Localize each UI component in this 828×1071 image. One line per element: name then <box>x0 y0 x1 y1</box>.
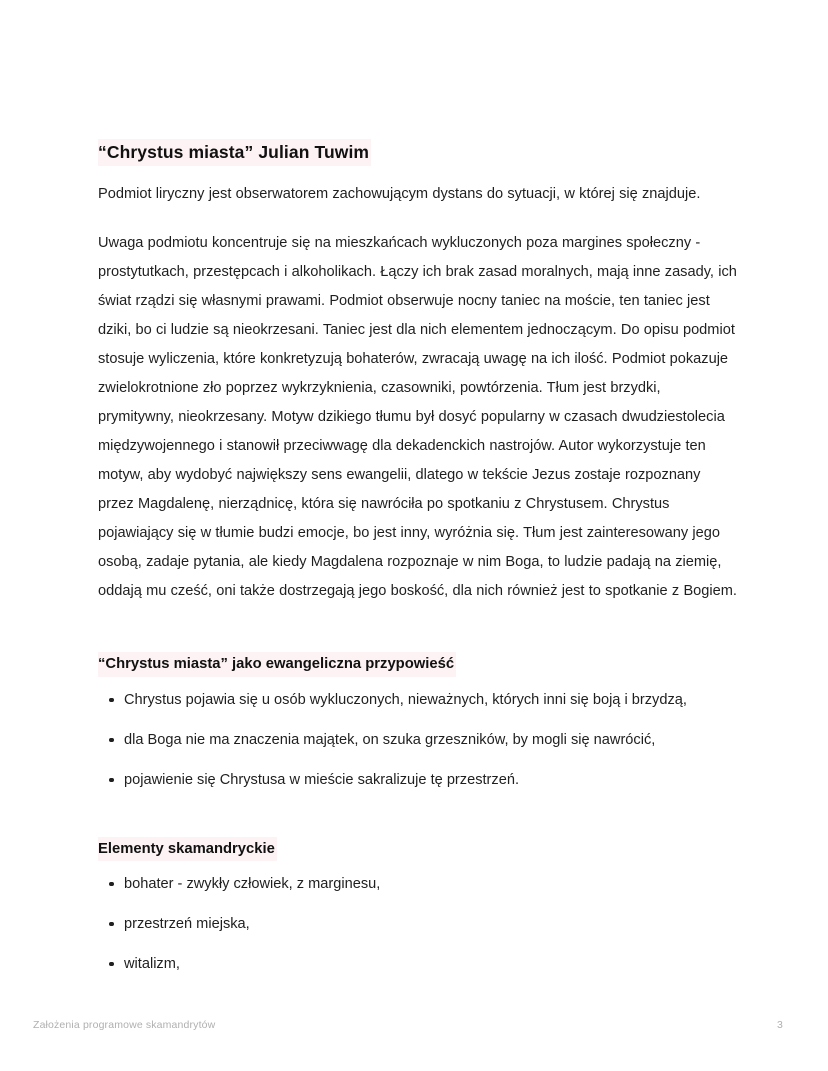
section-parable <box>98 652 740 792</box>
footer-page-number: 3 <box>777 1019 783 1031</box>
list-item-text: dla Boga nie ma znaczenia majątek, on szuka grzeszników, by mogli się nawrócić, <box>124 731 656 748</box>
list-item <box>98 767 740 793</box>
list-item <box>98 727 740 753</box>
section-parable-list <box>98 687 740 793</box>
main-paragraph: Uwaga podmiotu koncentruje się na mieszkańcach wykluczonych poza margines społeczny - prostytutkach, przestępcach i alkoholikach. Łączy ich brak zasad moralnych, mają inne zasady, ich świat rządzi się własnymi prawami. Podmiot obserwuje nocny taniec na moście, ten taniec jest dziki, bo ci ludzie są nieokrzesani. Taniec jest dla nich elementem jednoczącym. Do opisu podmiot stosuje wyliczenia, które konkretyzują bohaterów, zwracają uwagę na ich ilość. Podmiot pokazuje zwielokrotnione zło poprzez wykrzyknienia, czasowniki, powtórzenia. Tłum jest brzydki, prymitywny, nieokrzesany. Motyw dzikiego tłumu był dosyć popularny w czasach dwudziestolecia międzywojennego i stanowił przeciwwagę dla dekadenckich nastrojów. Autor wykorzystuje ten motyw, aby wydobyć największy sens ewangelii, dlatego w tekście Jezus zostaje rozpoznany przez Magdalenę, nierządnicę, która się nawróciła po spotkaniu z Chrystusem. Chrystus pojawiający się w tłumie budzi emocje, bo jest inny, wyróżnia się. Tłum jest zainteresowany jego osobą, zadaje pytania, ale kiedy Magdalena rozpoznaje w nim Boga, to ludzie padają na ziemię, oddają mu cześć, oni także dostrzegają jego boskość, dla nich również jest to spotkanie z Bogiem. <box>98 235 737 600</box>
section-skamander-heading: Elementy skamandryckie <box>98 837 277 861</box>
list-item-text: przestrzeń miejska, <box>124 915 250 932</box>
document-content <box>98 139 740 977</box>
list-item <box>98 687 740 713</box>
list-item <box>98 871 740 897</box>
section-skamander-list <box>98 871 740 977</box>
list-item-text: bohater - zwykły człowiek, z marginesu, <box>124 875 381 892</box>
footer-document-name: Założenia programowe skamandrytów <box>33 1019 216 1031</box>
page-title: “Chrystus miasta” Julian Tuwim <box>98 139 371 166</box>
page-footer <box>33 1019 795 1031</box>
list-item-text: witalizm, <box>124 955 180 972</box>
list-item-text: Chrystus pojawia się u osób wykluczonych, nieważnych, których inni się boją i brzydzą, <box>124 691 687 708</box>
list-item-text: pojawienie się Chrystusa w mieście sakralizuje tę przestrzeń. <box>124 771 520 788</box>
section-parable-heading: “Chrystus miasta” jako ewangeliczna przypowieść <box>98 652 456 676</box>
list-item <box>98 911 740 937</box>
list-item <box>98 951 740 977</box>
section-skamander <box>98 837 740 977</box>
intro-paragraph: Podmiot liryczny jest obserwatorem zachowującym dystans do sytuacji, w której się znajduje. <box>98 186 701 203</box>
